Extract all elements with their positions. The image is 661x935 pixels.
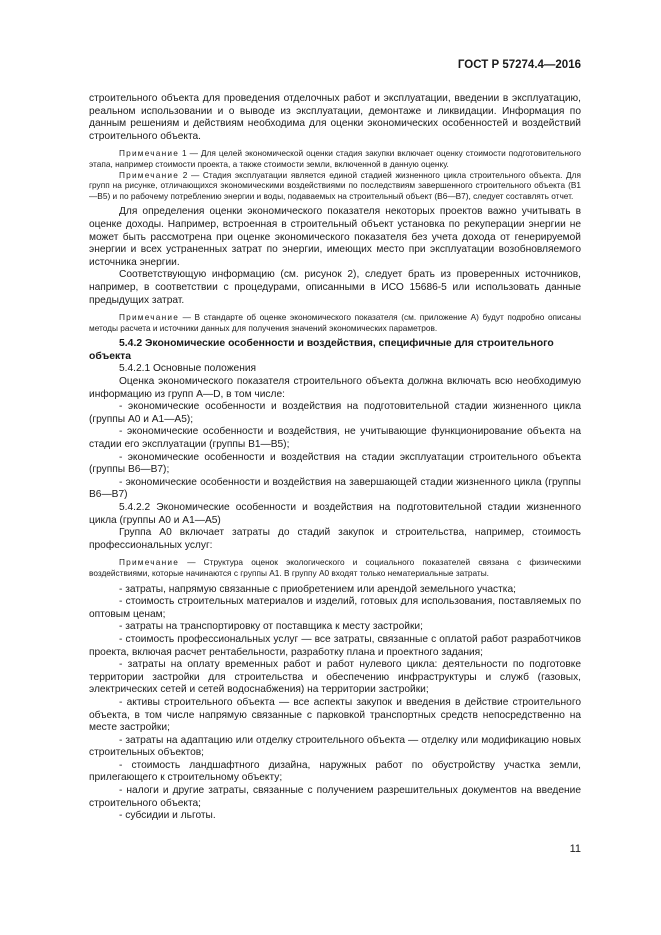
subsection-5-4-2-1: 5.4.2.1 Основные положения	[119, 363, 257, 375]
list-item: - затраты на транспортировку от поставщика к месту застройки;	[119, 621, 423, 633]
list-item: - стоимость строительных материалов и изделий, готовых для использования, поставляемых по оптовым ценам;	[89, 596, 581, 620]
note-text: 1 — Для целей экономической оценки стадия закупки включает оценку стоимости подготовительного этапа, например стоимости проекта, а также стоимости земли, включенной в данную оценку.	[89, 148, 581, 169]
note-2	[89, 170, 581, 202]
paragraph-2: Для определения оценки экономического показателя некоторых проектов важно учитывать в оценке доходы. Например, встроенная в строительный объект установка по рекуперации энергии не может быть рассмотрена при оценке экономического показателя без учета дохода от генерируемой энергии и всех устраненных затрат по энергии, имеющих место при эксплуатации возобновляемого источника энергии.	[89, 206, 581, 268]
note-label: Примечание	[119, 148, 180, 159]
page-number: 11	[569, 843, 581, 855]
page-body	[89, 93, 581, 823]
document-header: ГОСТ Р 57274.4—2016	[457, 59, 581, 71]
note-3	[89, 312, 581, 333]
note-text: 2 — Стадия эксплуатации является единой стадией жизненного цикла строительного объекта. Для групп на рисунке, отличающихся экономическими воздействиями по последствиям завершенного строительного объекта (В1—В5) и по рабочему потреблению энергии и воды, подаваемых на строительный объект (В6—В7), следует составлять отчет.	[89, 169, 581, 201]
paragraph-3: Соответствующую информацию (см. рисунок 2), следует брать из проверенных источников, например, в соответствии с процедурами, описанными в ИСО 15686-5 или использовать данные предыдущих затрат.	[89, 269, 581, 306]
note-label: Примечание	[119, 169, 180, 180]
note-text: — В стандарте об оценке экономического показателя (см. приложение А) будут подробно описаны методы расчета и источники данных для получения значений экономических параметров.	[89, 312, 581, 333]
paragraph-1: строительного объекта для проведения отделочных работ и эксплуатации, введении в эксплуатацию, реальном использовании и о выводе из эксплуатации, демонтаже и ликвидации. Информация по данным решениям и действиям необходима для оценки экономических особенностей и воздействий строительного объекта.	[89, 93, 581, 142]
list-item: - стоимость профессиональных услуг — все затраты, связанные с оплатой работ разработчиков проекта, включая расчет рентабельности, разработку плана и проектного задания;	[89, 633, 581, 658]
section-heading-5-4-2: 5.4.2 Экономические особенности и воздействия, специфичные для строительного объекта	[89, 338, 554, 362]
list-item: - затраты на оплату временных работ и работ нулевого цикла: деятельности по подготовке территории застройки для строительства и обеспечению инфраструктуры и служб (газовых, электрических сетей и сетей водоснабжения) на территории застройки;	[89, 659, 581, 696]
list-item: - экономические особенности и воздействия на подготовительной стадии жизненного цикла (группы А0 и А1—А5);	[89, 401, 581, 425]
subsection-5-4-2-2: 5.4.2.2 Экономические особенности и воздействия на подготовительной стадии жизненного цикла (группы А0 и А1—А5)	[89, 502, 581, 526]
list-item: - активы строительного объекта — все аспекты закупок и введения в действие строительного объекта, в том числе напрямую связанные с парковкой транспортных средств непосредственно на месте застройки;	[89, 696, 581, 734]
list-item: - стоимость ландшафтного дизайна, наружных работ по обустройству участка земли, прилегающего к строительному объекту;	[89, 759, 581, 784]
note-1	[89, 148, 581, 169]
note-label: Примечание	[119, 557, 180, 568]
note-4	[89, 557, 581, 578]
list-item: - экономические особенности и воздействия на завершающей стадии жизненного цикла (группы В6—В7)	[89, 476, 581, 501]
list-item: - экономические особенности и воздействия на стадии эксплуатации строительного объекта (группы В6—В7);	[89, 451, 581, 476]
list-item: - затраты, напрямую связанные с приобретением или арендой земельного участка;	[119, 583, 516, 595]
paragraph-4: Оценка экономического показателя строительного объекта должна включать всю необходимую информацию из групп А—D, в том числе:	[89, 376, 581, 400]
note-label: Примечание	[119, 312, 180, 323]
list-item: - затраты на адаптацию или отделку строительного объекта — отделку или модификацию новых строительных объектов;	[89, 734, 581, 759]
list-item: - экономические особенности и воздействия, не учитывающие функционирование объекта на стадии его эксплуатации (группы В1—В5);	[89, 426, 581, 451]
list-item: - субсидии и льготы.	[119, 810, 216, 822]
note-text: — Структура оценок экологического и социального показателей связана с физическими воздействиями, которые начинаются с группы А1. В группу А0 входят только нематериальные затраты.	[89, 557, 581, 578]
list-item: - налоги и другие затраты, связанные с получением разрешительных документов на введение строительного объекта;	[89, 785, 581, 809]
paragraph-5: Группа А0 включает затраты до стадий закупок и строительства, например, стоимость профессиональных услуг:	[89, 527, 581, 551]
